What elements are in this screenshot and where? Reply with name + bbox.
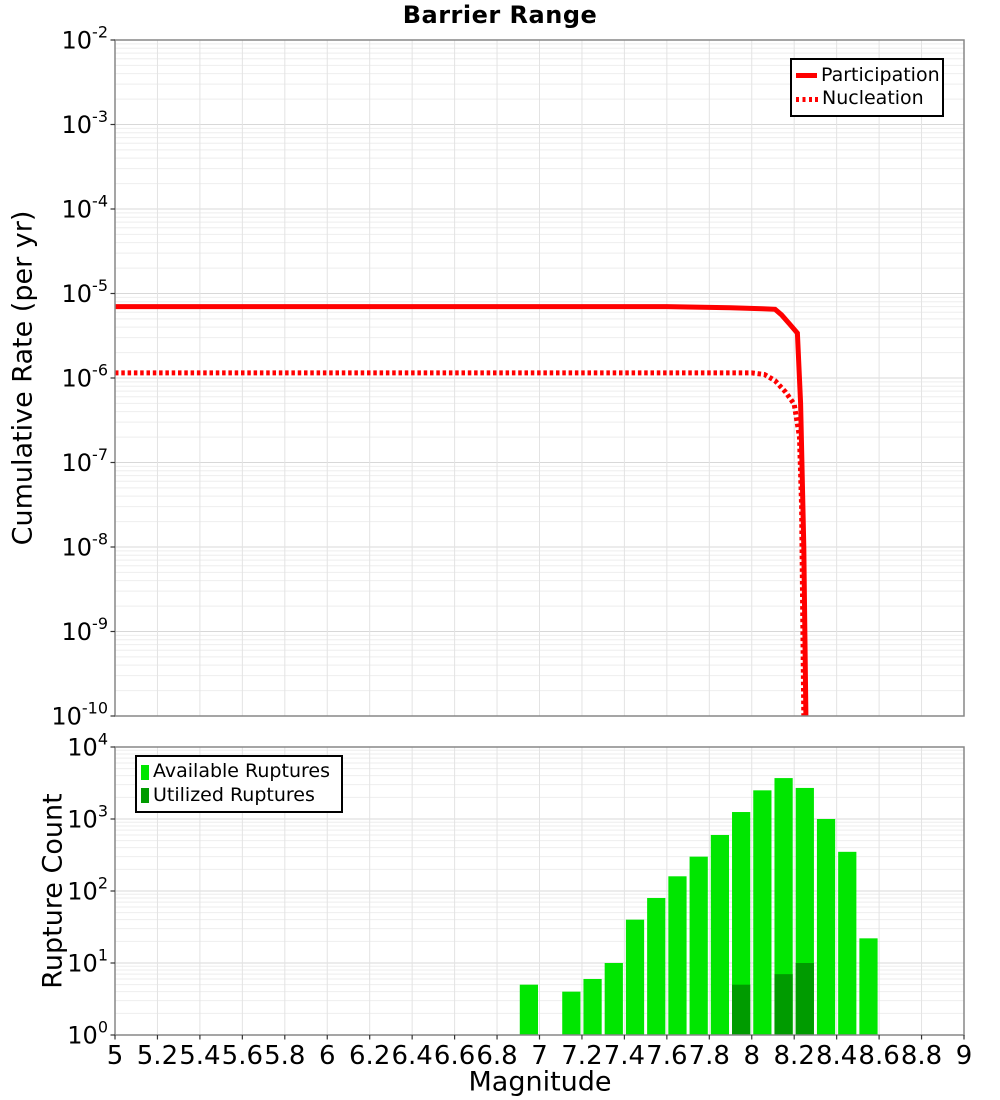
y-axis-title-rupture-count: Rupture Count [37, 793, 69, 989]
bar [817, 819, 835, 1035]
available-ruptures-swatch [141, 765, 149, 780]
x-axis-title-magnitude: Magnitude [468, 1066, 612, 1098]
svg-text:7: 7 [531, 1041, 548, 1071]
legend-row-utilized [141, 783, 337, 806]
nucleation-line [115, 373, 804, 716]
rate-legend [790, 58, 944, 117]
svg-text:104: $10^4$ [67, 729, 108, 762]
svg-text:6.4: 6.4 [391, 1041, 433, 1071]
bar [838, 852, 856, 1035]
svg-text:7.8: 7.8 [688, 1041, 730, 1071]
participation-line [115, 307, 806, 716]
svg-text:6: 6 [318, 1041, 336, 1071]
bar [647, 898, 665, 1035]
bar [605, 963, 623, 1035]
legend-label-utilized: Utilized Ruptures [153, 783, 315, 806]
svg-text:8.4: 8.4 [815, 1041, 858, 1071]
svg-text:8.6: 8.6 [858, 1041, 900, 1071]
legend-label-nucleation: Nucleation [822, 87, 924, 110]
legend-row-available [141, 762, 337, 782]
svg-text:10-6: $10^{-6}$ [61, 360, 108, 393]
bar [690, 857, 708, 1035]
svg-text:5.4: 5.4 [179, 1041, 221, 1071]
svg-text:6.2: 6.2 [349, 1041, 391, 1071]
svg-text:100: $10^0$ [67, 1017, 108, 1050]
svg-text:6.6: 6.6 [433, 1041, 476, 1071]
svg-text:5.2: 5.2 [136, 1041, 179, 1071]
legend-label-participation: Participation [821, 63, 940, 86]
svg-text:10-4: $10^{-4}$ [61, 191, 108, 224]
bar [732, 985, 750, 1035]
y-axis-title-rate: Cumulative Rate (per yr) [7, 210, 39, 546]
count-plot-y-tick-labels [67, 730, 115, 1050]
svg-text:102: $10^2$ [67, 873, 108, 906]
participation-line-swatch [796, 73, 817, 78]
svg-text:7.6: 7.6 [646, 1041, 688, 1071]
svg-text:5: 5 [106, 1041, 124, 1071]
svg-text:8.2: 8.2 [773, 1041, 815, 1071]
legend-row-nucleation [796, 89, 938, 109]
svg-text:10-5: $10^{-5}$ [61, 276, 108, 308]
bar [859, 938, 877, 1035]
svg-text:10-2: $10^{-2}$ [61, 22, 108, 55]
svg-text:5.8: 5.8 [264, 1041, 306, 1071]
legend-label-available: Available Ruptures [153, 760, 330, 783]
bar [626, 920, 644, 1035]
utilized-ruptures-swatch [141, 788, 149, 803]
svg-text:8.8: 8.8 [900, 1041, 943, 1071]
bar [774, 974, 792, 1035]
svg-text:10-3: $10^{-3}$ [61, 107, 108, 139]
rate-plot [51, 23, 964, 731]
svg-text:10-10: $10^{-10}$ [51, 698, 108, 731]
svg-text:7.4: 7.4 [603, 1041, 646, 1071]
svg-text:6.8: 6.8 [476, 1041, 518, 1071]
nucleation-line-swatch [796, 97, 818, 102]
svg-text:103: $10^3$ [67, 801, 108, 834]
rupture-legend [135, 755, 343, 813]
legend-row-participation [796, 63, 940, 86]
svg-text:10-8: $10^{-8}$ [61, 529, 108, 562]
svg-text:10-7: $10^{-7}$ [61, 445, 108, 477]
bar [583, 979, 601, 1035]
bar [711, 835, 729, 1035]
bar [753, 790, 771, 1035]
svg-text:10-9: $10^{-9}$ [61, 614, 108, 646]
bar [668, 876, 686, 1035]
rate-plot-minor-gridlines [115, 40, 964, 716]
bar [520, 985, 538, 1035]
svg-text:101: $10^1$ [67, 945, 108, 978]
svg-text:8: 8 [743, 1041, 761, 1071]
svg-text:7.2: 7.2 [561, 1041, 603, 1071]
bar [796, 963, 814, 1035]
svg-text:5.6: 5.6 [221, 1041, 264, 1071]
rate-plot-y-tick-labels [51, 23, 115, 731]
svg-text:9: 9 [955, 1041, 973, 1071]
chart-title: Barrier Range [402, 1, 598, 29]
bar [562, 992, 580, 1035]
